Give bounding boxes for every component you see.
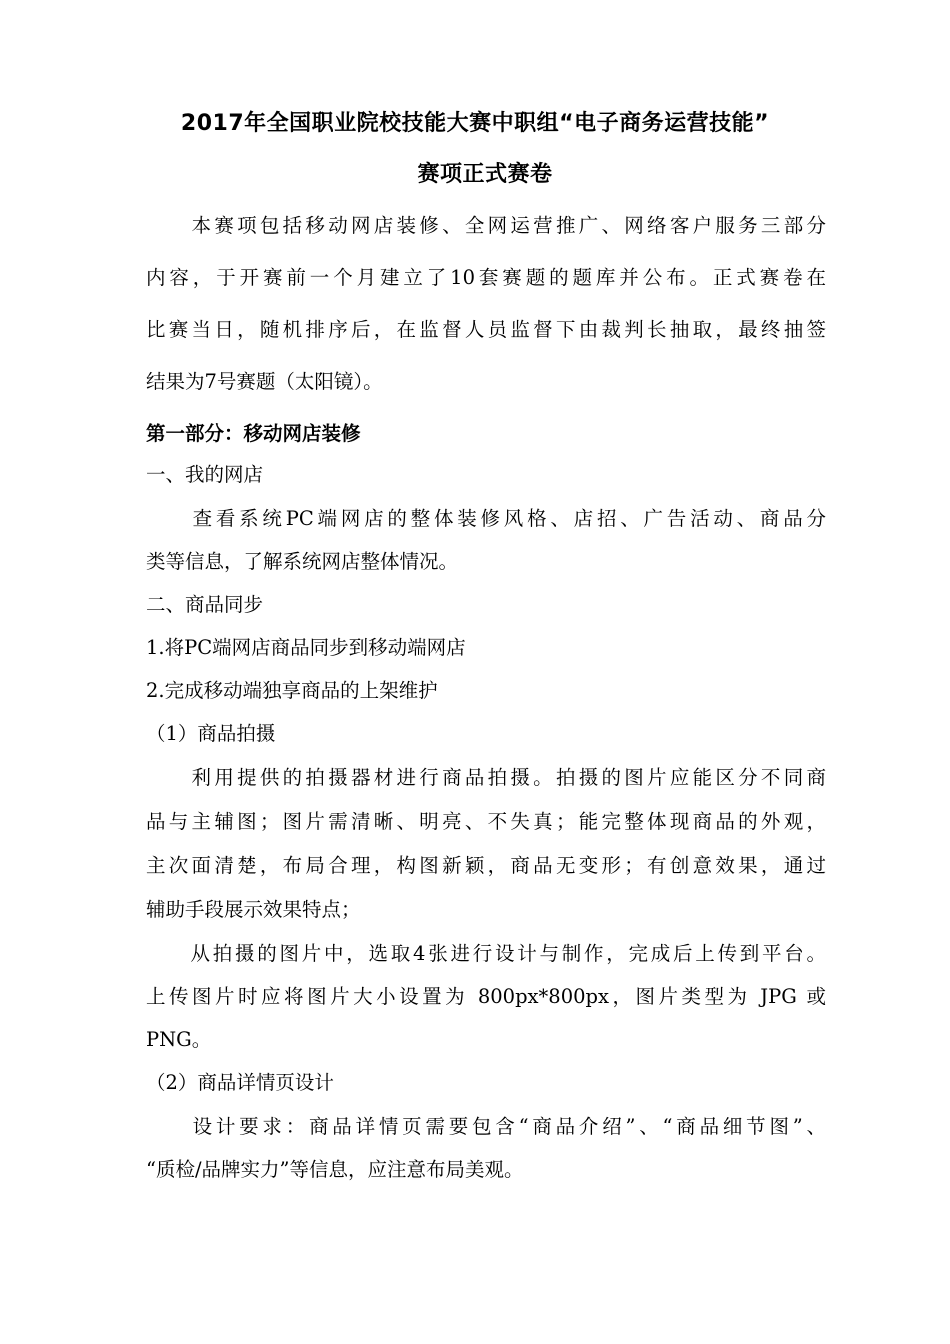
section-heading-my-shop: 一、我的网店 xyxy=(146,463,264,486)
intro-line: 本赛项包括移动网店装修、全网运营推广、网络客户服务三部分 xyxy=(146,214,826,237)
detail-page-body-line: 设计要求：商品详情页需要包含“商品介绍”、“商品细节图”、 xyxy=(146,1115,826,1138)
photography-body-line: 上传图片时应将图片大小设置为 800px*800px，图片类型为 JPG 或 xyxy=(146,985,826,1008)
photography-body-line: 辅助手段展示效果特点； xyxy=(146,898,361,921)
list-item: 2.完成移动端独享商品的上架维护 xyxy=(146,679,438,702)
section-heading-product-sync: 二、商品同步 xyxy=(146,593,264,616)
subsection-heading-detail-page: （2）商品详情页设计 xyxy=(146,1071,334,1094)
intro-line: 内容，于开赛前一个月建立了10套赛题的题库并公布。正式赛卷在 xyxy=(146,266,826,289)
photography-body-line: 品与主辅图；图片需清晰、明亮、不失真；能完整体现商品的外观， xyxy=(146,810,826,833)
photography-body-line: 从拍摄的图片中，选取4张进行设计与制作，完成后上传到平台。 xyxy=(146,942,826,965)
photography-body-line: 利用提供的拍摄器材进行商品拍摄。拍摄的图片应能区分不同商 xyxy=(146,766,826,789)
intro-line: 比赛当日，随机排序后，在监督人员监督下由裁判长抽取，最终抽签 xyxy=(146,318,826,341)
detail-page-body-line: “质检/品牌实力”等信息，应注意布局美观。 xyxy=(146,1158,524,1181)
intro-line: 结果为7号赛题（太阳镜）。 xyxy=(146,370,383,393)
part1-heading: 第一部分：移动网店装修 xyxy=(146,422,361,445)
subsection-heading-photography: （1）商品拍摄 xyxy=(146,722,276,745)
document-subtitle: 赛项正式赛卷 xyxy=(417,162,553,187)
document-title: 2017年全国职业院校技能大赛中职组“电子商务运营技能” xyxy=(180,111,770,136)
my-shop-body-line: 类等信息，了解系统网店整体情况。 xyxy=(146,550,459,573)
photography-body-line: 主次面清楚，布局合理，构图新颖，商品无变形；有创意效果，通过 xyxy=(146,854,826,877)
photography-body-line: PNG。 xyxy=(146,1028,212,1051)
my-shop-body-line: 查看系统PC端网店的整体装修风格、店招、广告活动、商品分 xyxy=(146,507,826,530)
list-item: 1.将PC端网店商品同步到移动端网店 xyxy=(146,636,466,659)
